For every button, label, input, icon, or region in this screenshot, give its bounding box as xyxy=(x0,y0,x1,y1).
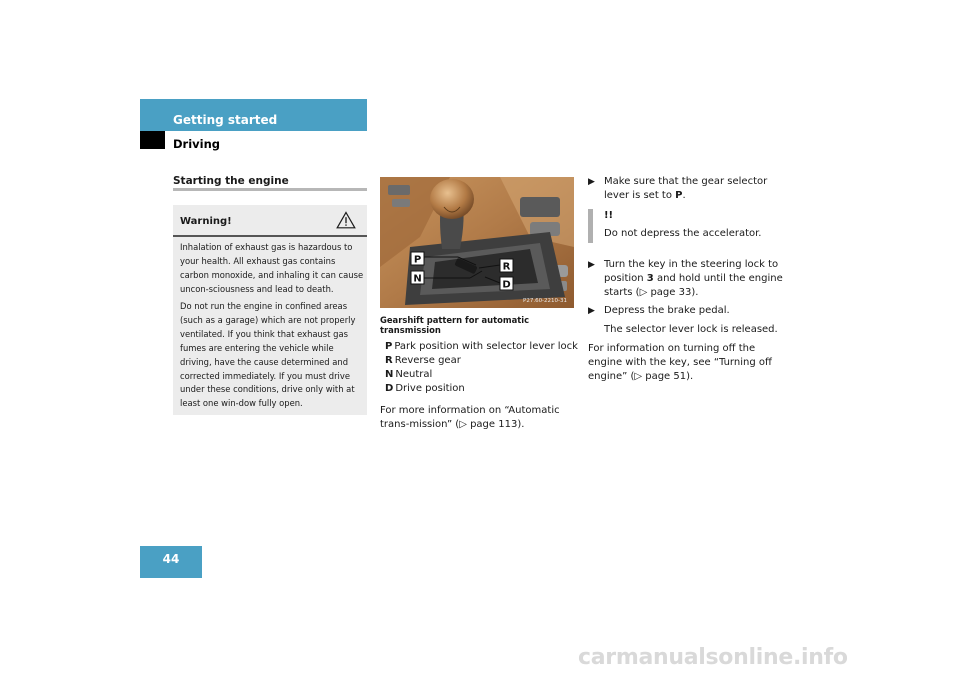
bullet-arrow-icon: ▶ xyxy=(588,306,595,316)
warning-divider xyxy=(173,235,367,237)
label-n: N xyxy=(413,273,422,285)
subsection-heading: Driving xyxy=(173,137,221,151)
step-brake-pedal: Depress the brake pedal. xyxy=(604,305,730,316)
gearshift-photo xyxy=(380,177,574,308)
page-number: 44 xyxy=(162,552,180,566)
watermark: carmanualsonline.info xyxy=(578,645,848,670)
gear-key: D xyxy=(385,383,394,394)
step-text: Turn the key in the steering lock to position xyxy=(604,259,779,285)
step-text: and hold until the engine starts (▷ page 33). xyxy=(604,273,783,299)
step-bold-value: 3 xyxy=(646,273,654,285)
gear-desc: Drive position xyxy=(395,383,465,394)
turning-off-engine-reference: For information on turning off the engine with the key, see “Turning off engine” (▷ page 51). xyxy=(588,343,772,383)
gear-item xyxy=(385,382,465,396)
gear-key: R xyxy=(385,355,393,366)
gear-key: P xyxy=(385,341,393,352)
page-title: Starting the engine xyxy=(173,175,289,187)
bullet-arrow-icon: ▶ xyxy=(588,260,595,270)
figure-caption: Gearshift pattern for automatic transmission xyxy=(380,315,530,335)
bullet-arrow-icon: ▶ xyxy=(588,177,595,187)
label-d: D xyxy=(502,279,511,291)
gear-desc: Reverse gear xyxy=(394,355,461,366)
gear-desc: Neutral xyxy=(395,369,433,380)
gear-desc: Park position with selector lever lock xyxy=(394,341,578,352)
step-gear-selector xyxy=(604,175,784,203)
step-result: The selector lever lock is released. xyxy=(604,324,778,335)
subsection-marker xyxy=(140,131,165,149)
step-text: Make sure that the gear selector lever is set to xyxy=(604,176,768,202)
note-icon: !! xyxy=(604,210,614,221)
section-heading: Getting started xyxy=(173,113,278,127)
warning-paragraph: Do not run the engine in confined areas (such as a garage) which are not properly ventilated. If you think that exhaust gas fumes are entering the vehicle while driving, have the cause determined and corrected immediately. If you must drive under these conditions, drive only with at least one win-dow fully open. xyxy=(180,301,356,409)
gear-item xyxy=(385,368,432,382)
step-bold-value: P xyxy=(675,190,683,202)
step-text: . xyxy=(682,190,686,202)
warning-paragraph: Inhalation of exhaust gas is hazardous to your health. All exhaust gas contains carbon monoxide, and inhaling it can cause uncon-sciousness and lead to death. xyxy=(180,242,364,294)
note-text: Do not depress the accelerator. xyxy=(604,228,762,239)
figure-code: P27.60-2210-31 xyxy=(523,298,568,304)
gear-key: N xyxy=(385,369,394,380)
label-p: P xyxy=(413,254,422,266)
step-turn-key xyxy=(604,258,784,301)
gear-item xyxy=(385,354,461,368)
label-r: R xyxy=(502,261,511,273)
title-divider xyxy=(173,188,367,191)
automatic-transmission-reference: For more information on “Automatic trans-mission” (▷ page 113). xyxy=(380,405,560,431)
warning-triangle-icon xyxy=(336,211,356,229)
gear-item xyxy=(385,340,578,354)
note-bar xyxy=(588,209,593,243)
warning-title: Warning! xyxy=(180,216,232,227)
